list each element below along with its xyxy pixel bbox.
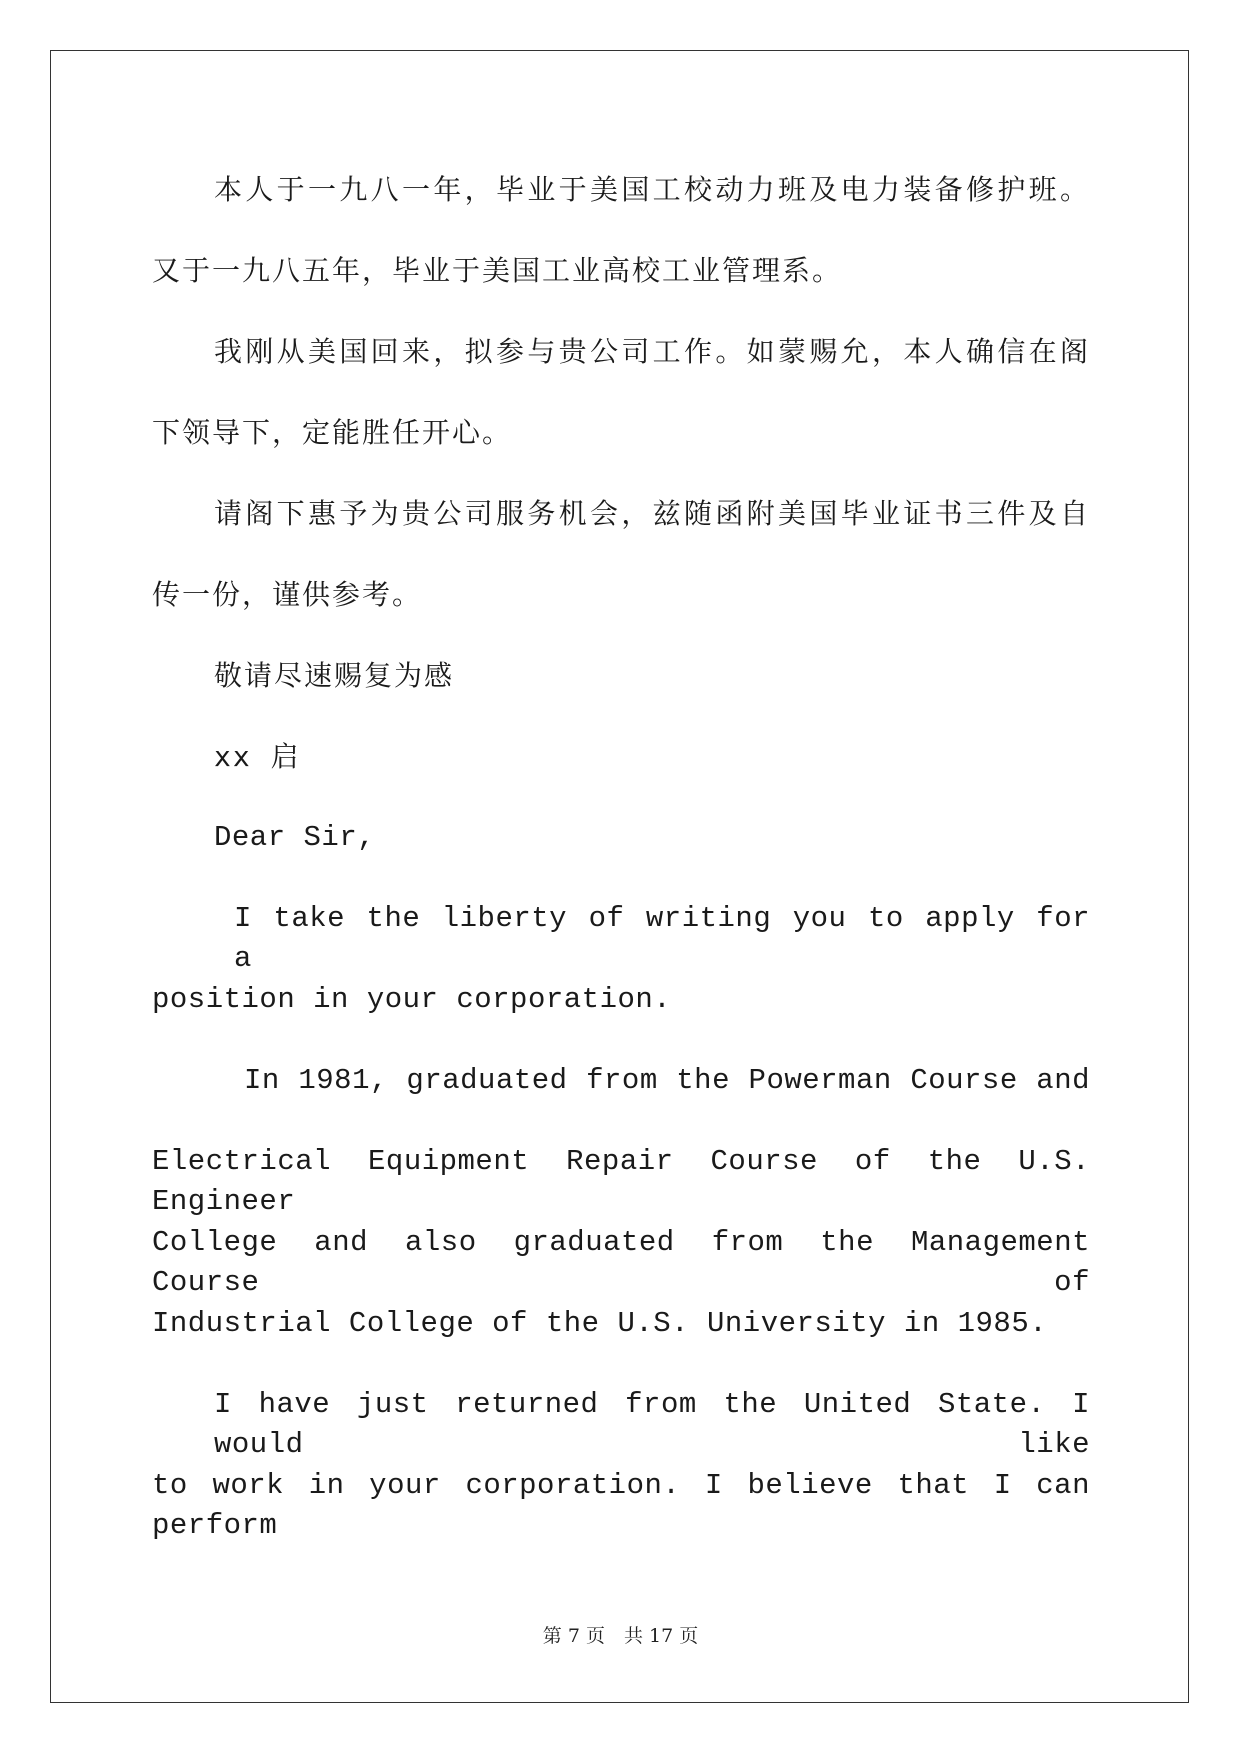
paragraph-line: I take the liberty of writing you to apply for a [234, 902, 1090, 975]
paragraph-line: 请阁下惠予为贵公司服务机会，兹随函附美国毕业证书三件及自 [214, 497, 1090, 530]
paragraph-line: to work in your corporation. I believe that I can perform [152, 1469, 1090, 1542]
paragraph-line: 本人于一九八一年，毕业于美国工校动力班及电力装备修护班。 [214, 173, 1090, 206]
paragraph-line: 传一份，谨供参考。 [152, 578, 423, 611]
paragraph-line: College and also graduated from the Management Course of [152, 1226, 1090, 1299]
paragraph-line: 我刚从美国回来，拟参与贵公司工作。如蒙赐允，本人确信在阁 [214, 335, 1090, 368]
paragraph-line: 下领导下，定能胜任开心。 [152, 416, 513, 449]
paragraph-line: Electrical Equipment Repair Course of the U.S. Engineer [152, 1145, 1090, 1218]
signature-line: xx 启 [214, 740, 301, 773]
paragraph-line: In 1981, graduated from the Powerman Course and [244, 1064, 1090, 1097]
paragraph-line: 又于一九八五年，毕业于美国工业高校工业管理系。 [152, 254, 843, 287]
page-number-footer: 第 7 页 共 17 页 [542, 1625, 699, 1647]
paragraph-line: Industrial College of the U.S. University in 1985. [152, 1307, 1048, 1340]
salutation-line: Dear Sir, [214, 821, 376, 854]
closing-line: 敬请尽速赐复为感 [214, 659, 455, 692]
paragraph-line: position in your corporation. [152, 983, 672, 1016]
paragraph-line: I have just returned from the United State. I would like [214, 1388, 1090, 1461]
